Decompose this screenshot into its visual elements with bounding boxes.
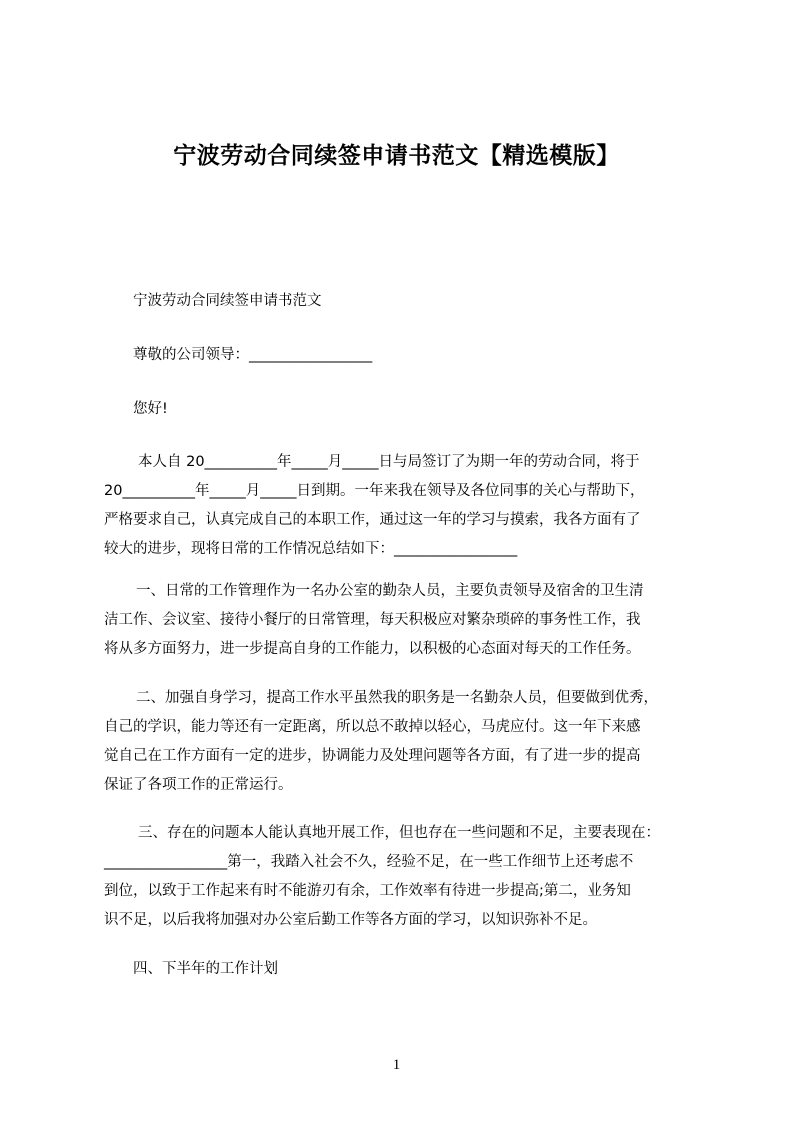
- paragraph-daily-work: [104, 577, 692, 664]
- paragraph-line: 觉自己在工作方面有一定的进步，协调能力及处理问题等各方面，有了进一步的提高: [104, 748, 641, 764]
- section-four-heading: 四、下半年的工作计划: [133, 961, 278, 977]
- paragraph-line: _________________第一，我踏入社会不久，经验不足，在一些工作细节上还考虑不: [104, 854, 634, 870]
- paragraph-line: 保证了各项工作的正常运行。: [104, 777, 293, 793]
- paragraph-intro: [104, 448, 692, 564]
- greeting: 您好!: [133, 401, 168, 417]
- paragraph-line: 二、加强自身学习，提高工作水平虽然我的职务是一名勤杂人员，但要做到优秀，: [136, 690, 658, 706]
- paragraph-line: 较大的进步，现将日常的工作情况总结如下：_________________: [104, 541, 518, 557]
- page-number: 1: [392, 1057, 401, 1073]
- paragraph-line: 三、存在的问题本人能认真地开展工作，但也存在一些问题和不足，主要表现在：: [138, 825, 660, 841]
- paragraph-line: 本人自 20__________年_____月_____日与局签订了为期一年的劳动合同，将于: [138, 454, 640, 470]
- paragraph-line: 到位，以致于工作起来有时不能游刃有余，工作效率有待进一步提高;第二，业务知: [104, 883, 631, 899]
- paragraph-line: 自己的学识，能力等还有一定距离，所以总不敢掉以轻心，马虎应付。这一年下来感: [104, 719, 641, 735]
- paragraph-line: 20__________年_____月_____日到期。一年来我在领导及各位同事的关心与帮助下，: [104, 483, 645, 499]
- paragraph-line: 严格要求自己，认真完成自己的本职工作，通过这一年的学习与摸索，我各方面有了: [104, 512, 641, 528]
- paragraph-problems: [104, 819, 692, 935]
- paragraph-line: 识不足，以后我将加强对办公室后勤工作等各方面的学习，以知识弥补不足。: [104, 912, 597, 928]
- paragraph-self-study: [104, 684, 692, 800]
- page-title: 宁波劳动合同续签申请书范文【精选模版】: [173, 143, 620, 169]
- document-subtitle: 宁波劳动合同续签申请书范文: [133, 293, 322, 309]
- paragraph-line: 将从多方面努力，进一步提高自身的工作能力，以积极的心态面对每天的工作任务。: [104, 641, 641, 657]
- paragraph-line: 洁工作、会议室、接待小餐厅的日常管理，每天积极应对繁杂琐碎的事务性工作，我: [104, 612, 641, 628]
- paragraph-line: 一、日常的工作管理作为一名办公室的勤杂人员，主要负责领导及宿舍的卫生清: [136, 583, 644, 599]
- salutation: 尊敬的公司领导：_________________: [133, 347, 373, 363]
